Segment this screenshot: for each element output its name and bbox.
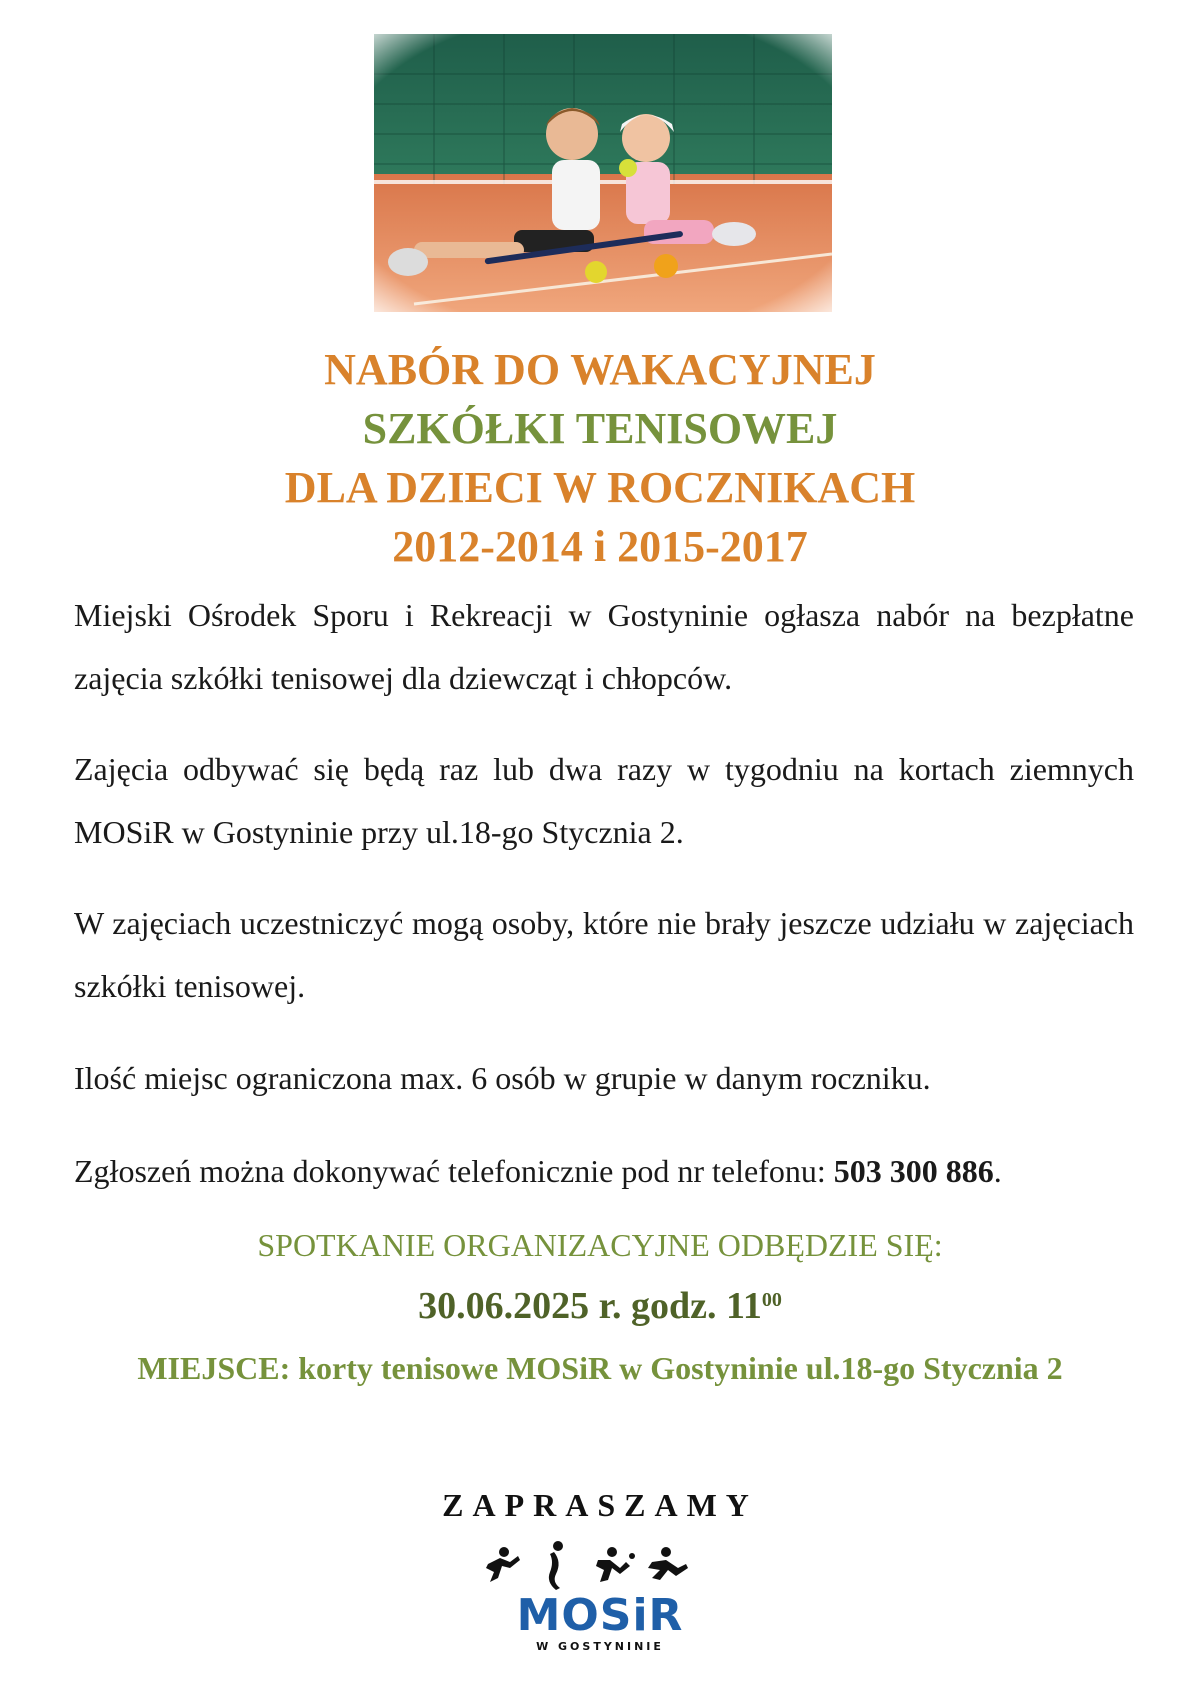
paragraph-schedule: Zajęcia odbywać się będą raz lub dwa razy w tygodniu na kortach ziemnych MOSiR w Gostyninie przy ul.18-go Stycznia 2.	[74, 751, 1134, 850]
logo-wordmark: MOSiR	[516, 1590, 684, 1641]
paragraph-capacity: Ilość miejsc ograniczona max. 6 osób w grupie w danym roczniku.	[74, 1060, 931, 1096]
meeting-date-text: 30.06.2025 r. godz. 11	[418, 1285, 762, 1327]
paragraph-intro: Miejski Ośrodek Sporu i Rekreacji w Gostyninie ogłasza nabór na bezpłatne zajęcia szkółki tenisowej dla dziewcząt i chłopców.	[74, 597, 1134, 696]
meeting-time-minutes: 00	[761, 1289, 782, 1311]
headline-line-3: DLA DZIECI W ROCZNIKACH	[284, 463, 916, 512]
headline-line-1: NABÓR DO WAKACYJNEJ	[324, 345, 876, 394]
paragraph-registration	[74, 1140, 1134, 1203]
children-tennis-photo	[374, 34, 832, 312]
meeting-heading: SPOTKANIE ORGANIZACYJNE ODBĘDZIE SIĘ:	[257, 1227, 943, 1263]
logo-subtitle: W GOSTYNINIE	[536, 1640, 664, 1653]
phone-number: 503 300 886	[833, 1153, 994, 1189]
mosir-logo	[470, 1538, 730, 1658]
paragraph-eligibility: W zajęciach uczestniczyć mogą osoby, które nie brały jeszcze udziału w zajęciach szkółki tenisowej.	[74, 905, 1134, 1004]
headline-years: 2012-2014 i 2015-2017	[392, 522, 808, 571]
headline-line-2: SZKÓŁKI TENISOWEJ	[362, 404, 838, 453]
invitation: ZAPRASZAMY	[442, 1487, 758, 1523]
registration-text: Zgłoszeń można dokonywać telefonicznie pod nr telefonu:	[74, 1153, 834, 1189]
meeting-date	[0, 1276, 1200, 1336]
meeting-place: MIEJSCE: korty tenisowe MOSiR w Gostyninie ul.18-go Stycznia 2	[137, 1350, 1063, 1386]
athletes-pictogram-icon	[486, 1541, 688, 1590]
registration-period: .	[993, 1153, 1002, 1189]
